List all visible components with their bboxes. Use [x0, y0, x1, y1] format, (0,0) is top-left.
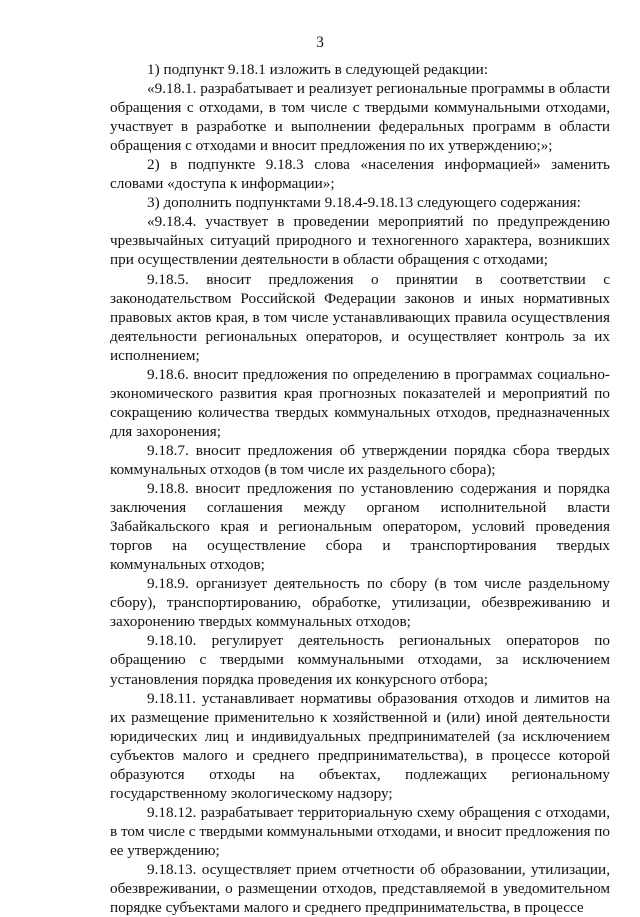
paragraph-9-18-9: 9.18.9. организует деятельность по сбору (в том числе раздельному сбору), транспортированию, обработке, утилизации, обезвреживанию и захоронению твердых коммунальных отходов; — [110, 575, 610, 631]
paragraph-9-18-1: «9.18.1. разрабатывает и реализует региональные программы в области обращения с отходами, в том числе с твердыми коммунальными отходами, участвует в разработке и выполнении федеральных программ в области обращения с отходами и вносит предложения по их утверждению;»; — [110, 80, 610, 155]
paragraph-amendment-3: 3) дополнить подпунктами 9.18.4-9.18.13 следующего содержания: — [147, 194, 581, 212]
paragraph-9-18-6: 9.18.6. вносит предложения по определению в программах социально-экономического развития края прогнозных показателей и мероприятий по сокращению количества твердых коммунальных отходов, предназначенных для захоронения; — [110, 365, 610, 440]
paragraph-9-18-11: 9.18.11. устанавливает нормативы образования отходов и лимитов на их размещение применительно к хозяйственной и (или) иной деятельности юридических лиц и индивидуальных предпринимателей (за исключением субъектов малого и среднего предпринимательства), в процессе которой образуются отходы на объектах, подлежащих региональному государственному экологическому надзору; — [110, 689, 610, 802]
document-body — [110, 60, 610, 917]
paragraph-9-18-13: 9.18.13. осуществляет прием отчетности об образовании, утилизации, обезвреживании, о размещении отходов, представляемой в уведомительном порядке субъектами малого и среднего предпринимательства, в процессе — [110, 860, 610, 917]
paragraph-9-18-8: 9.18.8. вносит предложения по установлению содержания и порядка заключения соглашения между органом исполнительной власти Забайкальского края и региональным оператором, условий проведения торгов на осуществление сбора и транспортирования твердых коммунальных отходов; — [110, 480, 610, 574]
paragraph-9-18-10: 9.18.10. регулирует деятельность региональных операторов по обращению с твердыми коммунальными отходами, за исключением установления порядка проведения их конкурсного отбора; — [110, 632, 610, 688]
paragraph-9-18-12: 9.18.12. разрабатывает территориальную схему обращения с отходами, в том числе с твердыми коммунальными отходами, и вносит предложения по ее утверждению; — [110, 803, 610, 859]
paragraph-9-18-4: «9.18.4. участвует в проведении мероприятий по предупреждению чрезвычайных ситуаций природного и техногенного характера, возникших при осуществлении деятельности в области обращения с отходами; — [110, 213, 610, 269]
paragraph-9-18-7: 9.18.7. вносит предложения об утверждении порядка сбора твердых коммунальных отходов (в том числе их раздельного сбора); — [110, 441, 610, 478]
paragraph-9-18-5: 9.18.5. вносит предложения о принятии в соответствии с законодательством Российской Федерации законов и иных нормативных правовых актов края, в том числе устанавливающих правила осуществления деятельности региональных операторов, и осуществляет контроль за их исполнением; — [110, 270, 610, 364]
page-number: 3 — [316, 34, 324, 51]
paragraph-amendment-1: 1) подпункт 9.18.1 изложить в следующей редакции: — [147, 61, 489, 78]
paragraph-amendment-2: 2) в подпункте 9.18.3 слова «населения информацией» заменить словами «доступа к информации»; — [110, 156, 610, 193]
